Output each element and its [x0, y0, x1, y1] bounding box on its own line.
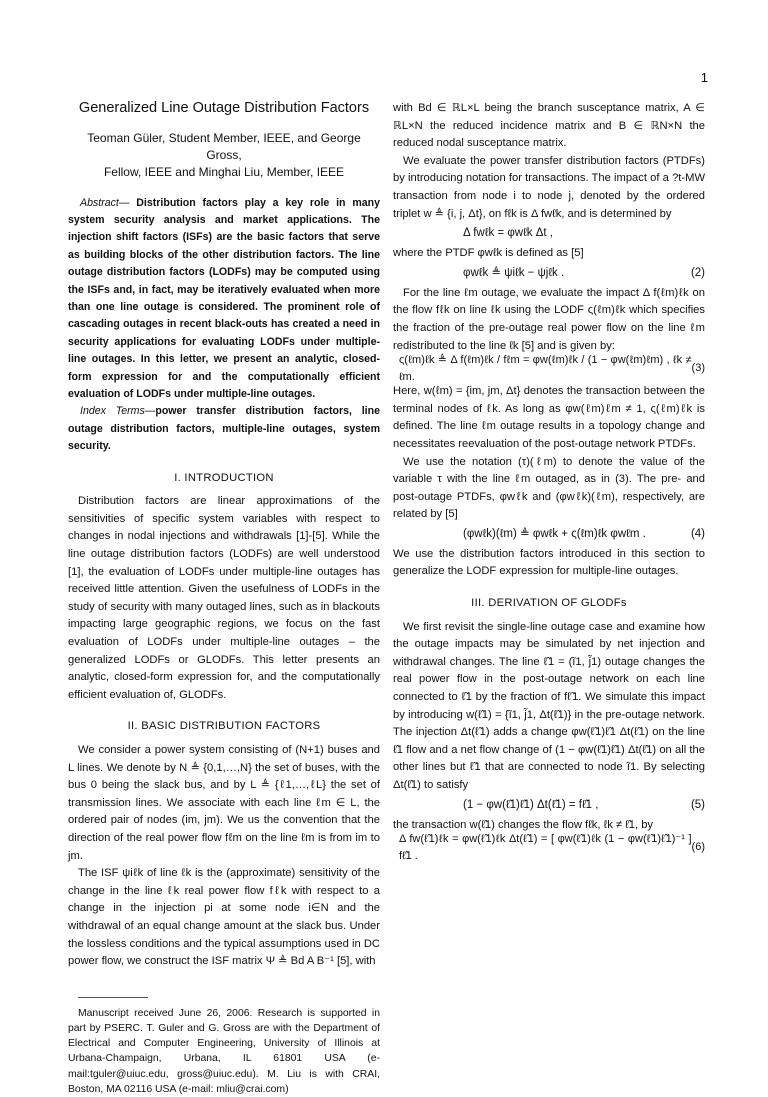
equation-2 [393, 263, 705, 285]
equation-6-number: (6) [691, 841, 705, 854]
equation-3-body: ς(ℓm)ℓk ≜ Δ f(ℓm)ℓk / fℓm = φw(ℓm)ℓk / (1 − φw(ℓm)ℓm) , ℓk ≠ ℓm. [399, 353, 692, 384]
equation-6-body: Δ fw(ℓ̃1)ℓk = φw(ℓ̃1)ℓk Δt(ℓ̃1) = [ φw(ℓ̃1)ℓk (1 − φw(ℓ̃1)ℓ̃1)⁻¹ ] fℓ̃1 . [399, 832, 692, 863]
index-terms [68, 403, 380, 455]
intro-paragraph: Distribution factors are linear approximations of the sensitivities of specific system variables with respect to changes in nodal injections and withdrawals [1]-[5]. While the line outage distribution factors (LODFs) are well understood [1], the evaluation of LODFs under multiple-line outages has received little attention. Given the usefulness of LODFs in the study of security with many outaged lines, such as in blackouts impacting large geographic regions, we focus on the fast evaluation of LODFs under multiple-line outages – the generalized LODFs or GLODFs. This letter presents an analytic, closed-form expression for, and the computationally efficient evaluation of, GLODFs. [68, 495, 380, 701]
equation-5-number: (5) [690, 798, 705, 811]
equation-2-body: φwℓk ≜ ψiℓk − ψjℓk . [463, 266, 565, 279]
left-column [68, 100, 380, 1097]
section-heading-introduction: I. INTRODUCTION [174, 471, 274, 484]
section-heading-basic-factors: II. BASIC DISTRIBUTION FACTORS [127, 720, 321, 733]
equation-3-number: (3) [691, 362, 705, 375]
authors-line-2: Fellow, IEEE and Minghai Liu, Member, IEEE [103, 164, 345, 179]
section-heading-derivation: III. DERIVATION OF GLODFs [471, 597, 627, 610]
index-terms-text: power transfer distribution factors, line outage distribution factors, multiple-line outages, system security. [68, 405, 380, 453]
manuscript-footnote: Manuscript received June 26, 2006. Research is supported in part by PSERC. T. Guler and G. Gross are with the Department of Electrical and Computer Engineering, University of Illinois at Urbana-Champaign, Urbana, IL 61801 USA (e-mail:tguler@uiuc.edu, gross@uiuc.edu). M. Liu is with CRAI, Boston, MA 02116 USA (e-mail: mliu@crai.com) [68, 1007, 380, 1095]
equation-4 [393, 524, 705, 546]
basic-paragraph-2: The ISF ψiℓk of line ℓk is the (approximate) sensitivity of the change in the line ℓk real power flow fℓk with respect to a change in the injection pi at some node i∈N and the withdrawal of an equal change amount at the slack bus. Under the lossless conditions and the typical assumptions used in DC power flow, we construct the ISF matrix Ψ ≜ Bd A B⁻¹ [5], with [68, 867, 380, 968]
equation-5 [393, 795, 705, 817]
equation-6 [393, 834, 705, 862]
equation-4-body: (φwℓk)(ℓm) ≜ φwℓk + ς(ℓm)ℓk φwℓm . [463, 528, 646, 541]
footnote-rule [78, 997, 148, 998]
equation-2-number: (2) [690, 266, 705, 279]
notation-paragraph: We use the notation (τ)(ℓm) to denote the value of the variable τ with the line ℓm outaged, as in (3). The pre- and post-outage PTDFs, φwℓk and (φwℓk)(ℓm), respectively, are related by [5] [393, 455, 705, 521]
right-column [393, 100, 705, 862]
authors-line-1: Teoman Güler, Student Member, IEEE, and George Gross, [87, 130, 361, 162]
ptdf-paragraph: We evaluate the power transfer distribution factors (PTDFs) by introducing notation for transactions. The impact of a ?t-MW transaction from node i to node j, denoted by the ordered triplet w ≜ {i, j, Δt}, on fℓk is Δ fwℓk, and is determined by [393, 154, 705, 220]
basic-paragraph-1: We consider a power system consisting of (N+1) buses and L lines. We denote by N ≜ {0,1,…,N} the set of buses, with the bus 0 being the slack bus, and by L ≜ {ℓ1,…,ℓL} the set of transmission lines. We associate with each line ℓm ∈ L, the ordered pair of nodes (im, jm). We us the convention that the direction of the real power flow fℓm on the line ℓm is from im to jm. [68, 744, 380, 862]
lodf-paragraph: For the line ℓm outage, we evaluate the impact Δ f(ℓm)ℓk on the flow fℓk on line ℓk using the LODF ς(ℓm)ℓk which specifies the fraction of the pre-outage real power flow on the line ℓm redistributed to the line ℓk [5] and is given by: [393, 286, 705, 352]
here-paragraph: Here, w(ℓm) = {im, jm, Δt} denotes the transaction between the terminal nodes of ℓk. As long as φw(ℓm)ℓm ≠ 1, ς(ℓm)ℓk is defined. The line ℓm outage results in a topology change and necessitates reevaluation of the post-outage network PTDFs. [393, 385, 705, 450]
paper-title: Generalized Line Outage Distribution Factors [78, 100, 370, 116]
use-paragraph: We use the distribution factors introduced in this section to generalize the LODF expression for multiple-line outages. [393, 547, 705, 578]
equation-3 [393, 355, 705, 383]
abstract [68, 195, 380, 404]
equation-1 [393, 223, 705, 245]
continuation-paragraph: with Bd ∈ ℝL×L being the branch susceptance matrix, A ∈ ℝL×N the reduced incidence matrix and B ∈ ℝN×N the reduced nodal susceptance matrix. [393, 102, 705, 150]
index-terms-label: Index Terms— [80, 405, 156, 418]
derivation-paragraph: We first revisit the single-line outage case and examine how the outage impacts may be simulated by net injection and withdrawal changes. The line ℓ̃1 = (ĩ1, j̃1) outage changes the real power flow in the post-outage network on each line connected to ℓ̃1 by the fraction of fℓ̃1. We simulate this impact by introducing w(ℓ̃1) = {ĩ1, j̃1, Δt(ℓ̃1)} in the pre-outage network. The injection Δt(ℓ̃1) adds a change φw(ℓ̃1)ℓ̃1 Δt(ℓ̃1) on the line ℓ̃1 flow and a net flow change of (1 − φw(ℓ̃1)ℓ̃1) Δt(ℓ̃1) on all the other lines but ℓ̃1 that are connected to node ĩ1. By selecting Δt(ℓ̃1) to satisfy [393, 620, 705, 791]
equation-1-body: Δ fwℓk = φwℓk Δt , [463, 227, 554, 240]
equation-5-body: (1 − φw(ℓ̃1)ℓ̃1) Δt(ℓ̃1) = fℓ̃1 , [463, 798, 599, 811]
transaction-paragraph: the transaction w(ℓ̃1) changes the flow fℓk, ℓk ≠ ℓ̃1, by [393, 818, 654, 831]
abstract-text: Distribution factors play a key role in many system security analysis and market applications. The injection shift factors (ISFs) are the basic factors that serve as building blocks of the other distribution factors. The line outage distribution factors (LODFs) may be computed using the ISFs and, in fact, may be iteratively evaluated when more than one line outage is considered. The prominent role of cascading outages in recent black-outs has created a need in security applications for evaluating LODFs under multiple-line outages. In this letter, we present an analytic, closed-form expression for and the computationally efficient evaluation of LODFs under multiple-line outages. [68, 196, 380, 401]
abstract-label: Abstract— [80, 196, 130, 209]
author-block [68, 130, 380, 181]
equation-4-number: (4) [690, 528, 705, 541]
where-paragraph: where the PTDF φwℓk is defined as [5] [393, 247, 584, 260]
page-number: 1 [700, 70, 708, 85]
